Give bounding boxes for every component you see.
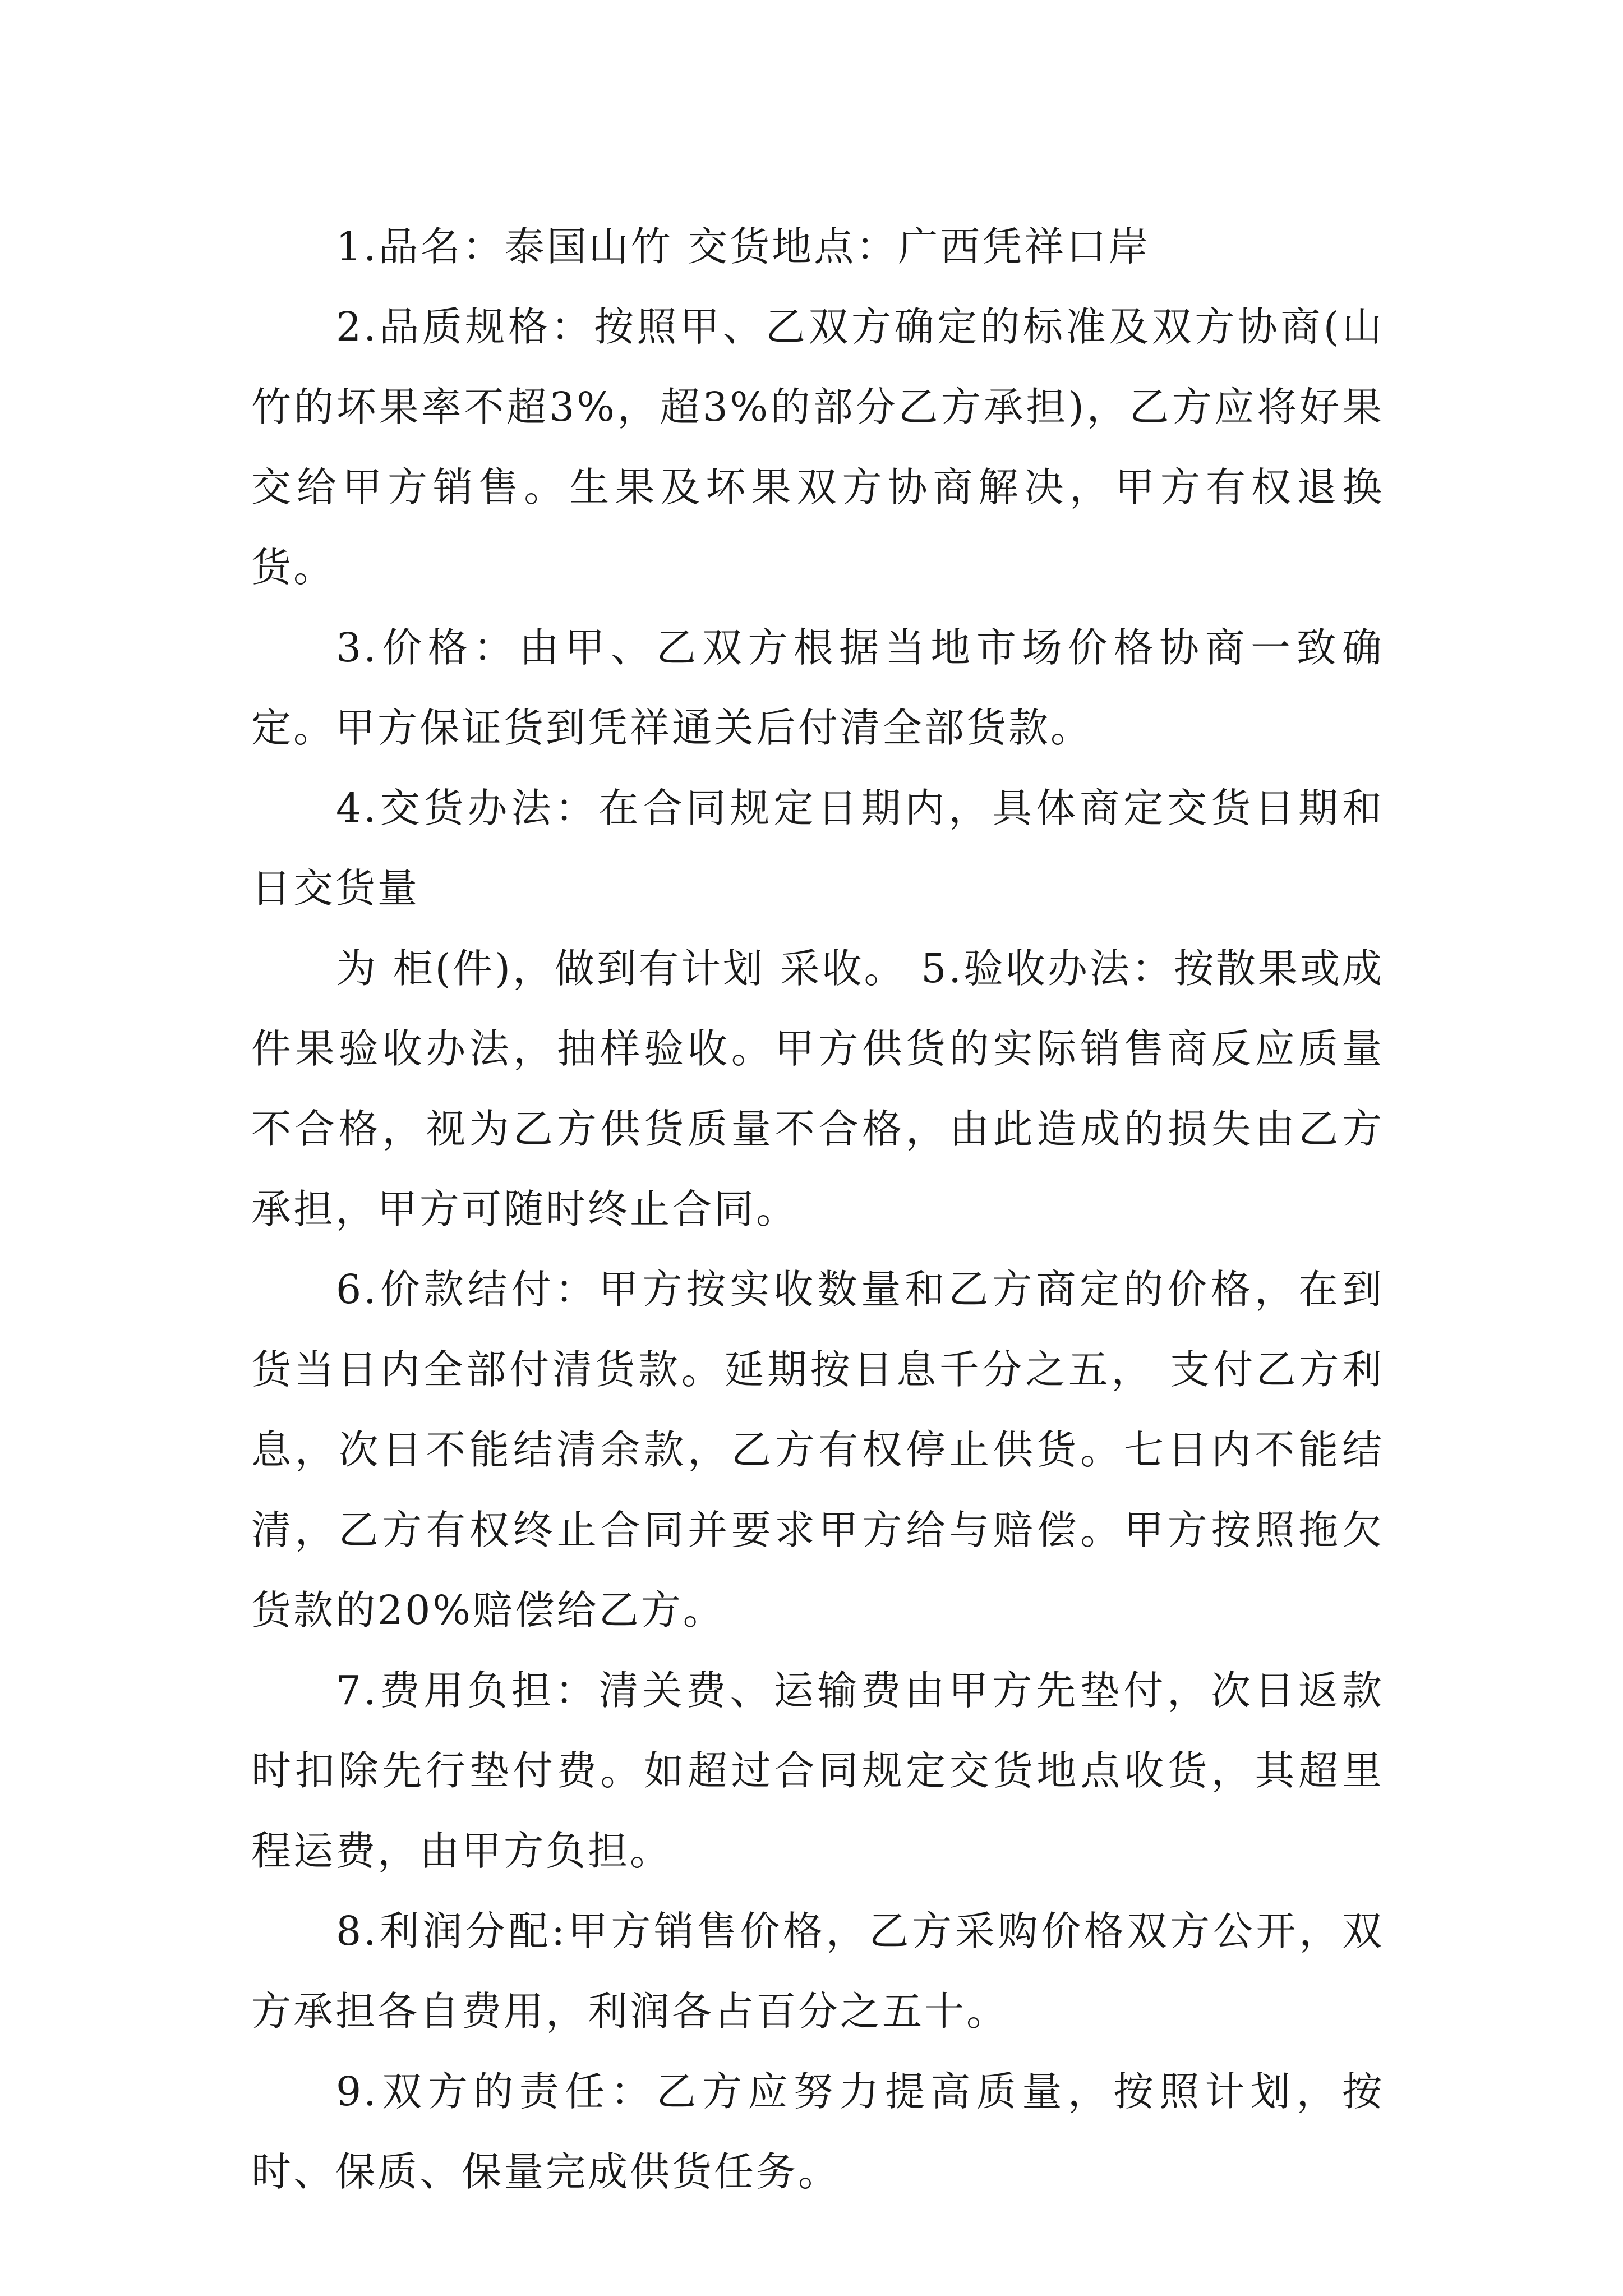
clause-expenses: 7.费用负担：清关费、运输费由甲方先垫付，次日返款时扣除先行垫付费。如超过合同规定交货地点收货，其超里程运费，由甲方负担。 xyxy=(251,1667,1384,1874)
clause-delivery-method: 4.交货办法：在合同规定日期内，具体商定交货日期和日交货量 xyxy=(251,785,1384,912)
clause-quality-spec: 2.品质规格：按照甲、乙双方确定的标准及双方协商(山竹的坏果率不超3%，超3%的部分乙方承担)，乙方应将好果交给甲方销售。生果及坏果双方协商解决，甲方有权退换货。 xyxy=(251,303,1384,591)
clause-price: 3.价格：由甲、乙双方根据当地市场价格协商一致确定。甲方保证货到凭祥通关后付清全部货款。 xyxy=(251,624,1384,751)
clause-profit-distribution: 8.利润分配:甲方销售价格，乙方采购价格双方公开，双方承担各自费用，利润各占百分之五十。 xyxy=(251,1908,1384,2035)
clause-acceptance-method: 为 柜(件)，做到有计划 采收。 5.验收办法：按散果或成件果验收办法，抽样验收。甲方供货的实际销售商反应质量不合格，视为乙方供货质量不合格，由此造成的损失由乙方承担，甲方可随时终止合同。 xyxy=(251,945,1384,1232)
contract-body xyxy=(251,206,1384,2212)
clause-payment: 6.价款结付：甲方按实收数量和乙方商定的价格，在到货当日内全部付清货款。延期按日息千分之五， 支付乙方利息，次日不能结清余款，乙方有权停止供货。七日内不能结清，乙方有权终止合同并要求甲方给与赔偿。甲方按照拖欠货款的20%赔偿给乙方。 xyxy=(251,1266,1384,1634)
clause-responsibilities: 9.双方的责任：乙方应努力提高质量，按照计划，按时、保质、保量完成供货任务。 xyxy=(251,2068,1384,2195)
clause-product-name: 1.品名：泰国山竹 交货地点：广西凭祥口岸 xyxy=(336,223,1151,270)
